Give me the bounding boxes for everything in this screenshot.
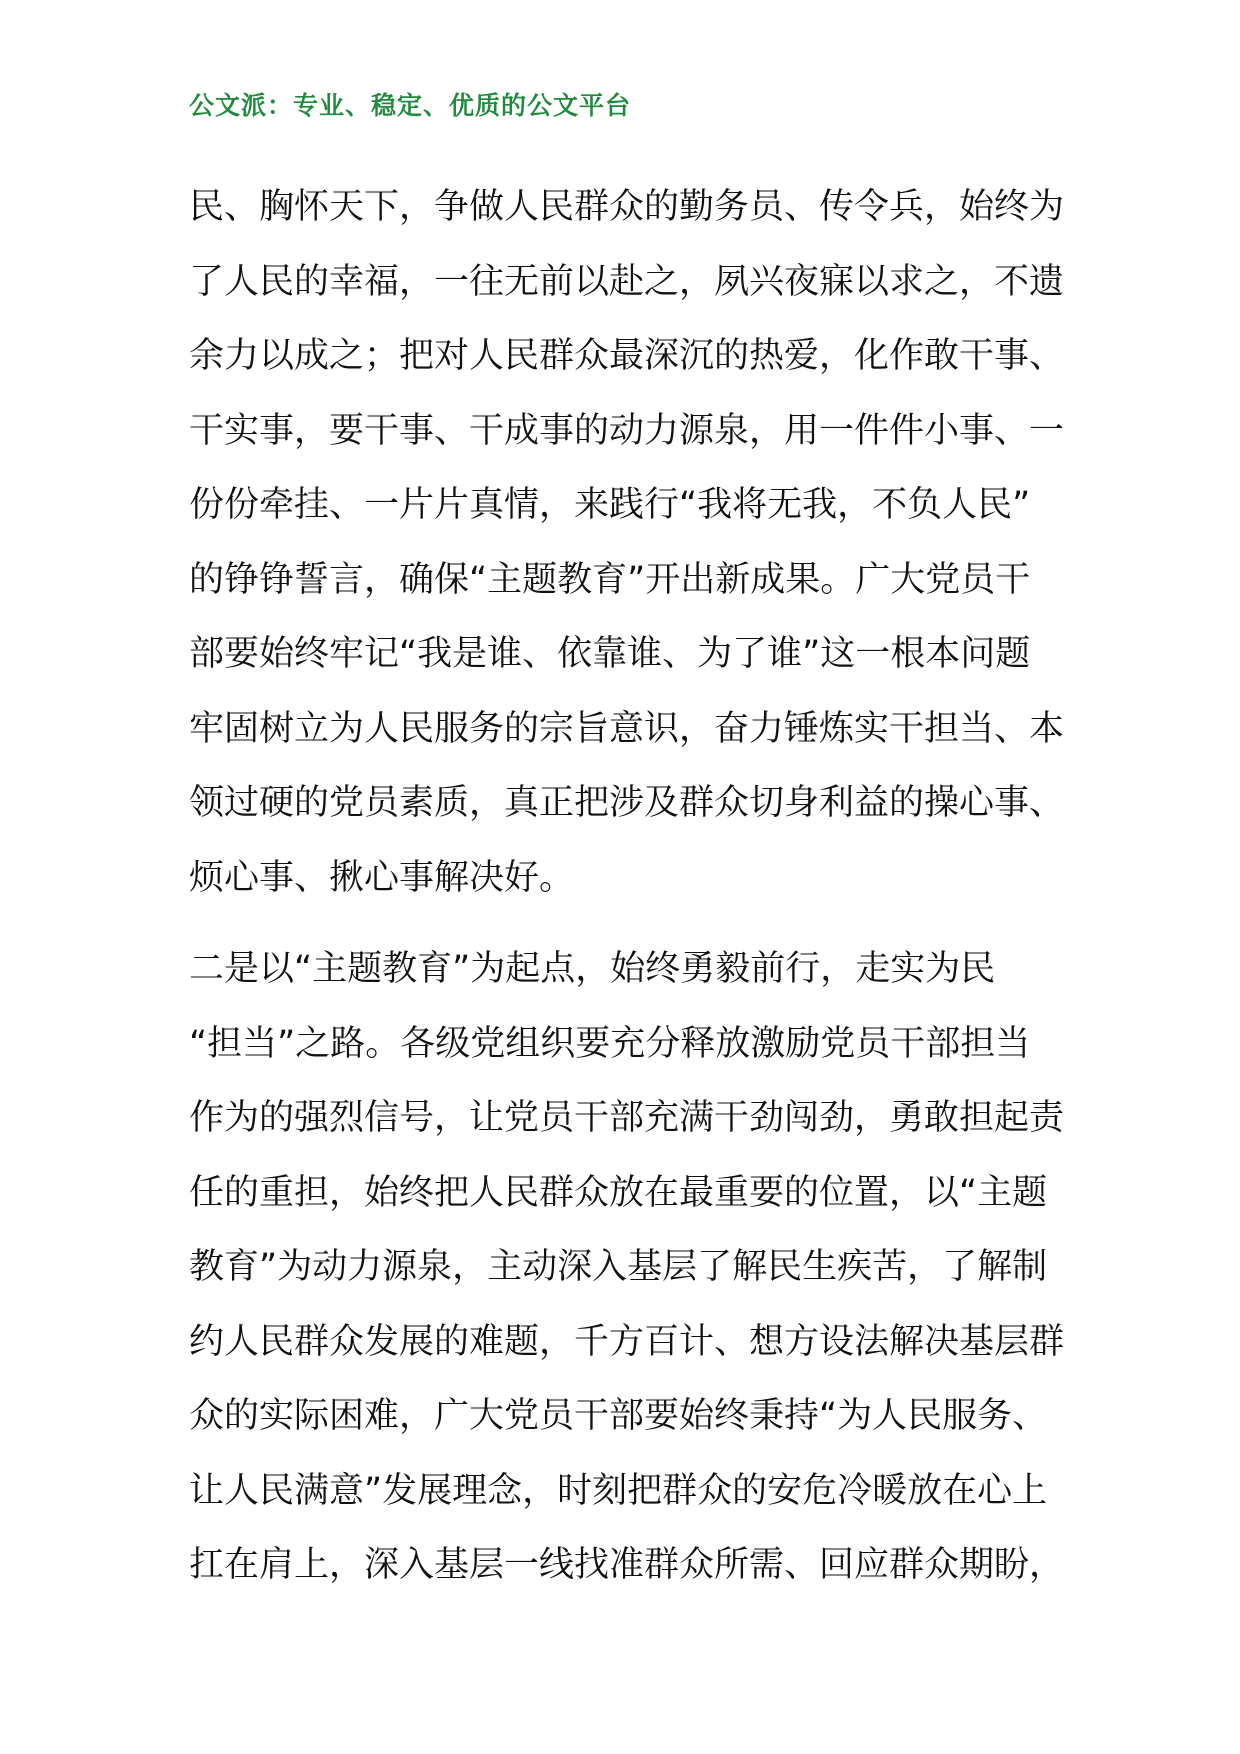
text-line: 作为的强烈信号，让党员干部充满干劲闯劲，勇敢担起责 — [189, 1098, 1065, 1138]
text-line: 烦心事、揪心事解决好。 — [189, 857, 575, 898]
text-line: 领过硬的党员素质，真正把涉及群众切身利益的操心事、 — [189, 783, 1065, 823]
text-line: 让人民满意”发展理念，时刻把群众的安危冷暖放在心上 — [189, 1470, 1048, 1511]
text-line: 牢固树立为人民服务的宗旨意识，奋力锤炼实干担当、本 — [189, 708, 1065, 749]
text-line: “担当”之路。各级党组织要充分释放激励党员干部担当 — [189, 1023, 1031, 1064]
text-line: 教育”为动力源泉，主动深入基层了解民生疾苦，了解制 — [189, 1247, 1048, 1287]
text-line: 了人民的幸福，一往无前以赴之，夙兴夜寐以求之，不遗 — [189, 261, 1065, 302]
paragraph — [189, 932, 1069, 1603]
text-line: 任的重担，始终把人民群众放在最重要的位置，以“主题 — [189, 1172, 1048, 1213]
text-line: 众的实际困难，广大党员干部要始终秉持“为人民服务、 — [189, 1396, 1048, 1436]
text-line: 的铮铮誓言，确保“主题教育”开出新成果。广大党员干 — [189, 559, 1031, 600]
text-line: 余力以成之；把对人民群众最深沉的热爱，化作敢干事、 — [189, 336, 1065, 376]
text-line: 民、胸怀天下，争做人民群众的勤务员、传令兵，始终为 — [189, 187, 1065, 227]
text-line: 部要始终牢记“我是谁、依靠谁、为了谁”这一根本问题 — [189, 634, 1031, 674]
text-line: 干实事，要干事、干成事的动力源泉，用一件件小事、一 — [189, 410, 1065, 451]
page-header: 公文派：专业、稳定、优质的公文平台 — [189, 91, 632, 120]
text-line: 二是以“主题教育”为起点，始终勇毅前行，走实为民 — [189, 949, 996, 989]
document-body — [189, 170, 1069, 1603]
text-line: 约人民群众发展的难题，千方百计、想方设法解决基层群 — [189, 1321, 1065, 1362]
text-line: 份份牵挂、一片片真情，来践行“我将无我，不负人民” — [189, 485, 1031, 525]
paragraph — [189, 170, 1069, 915]
text-line: 扛在肩上，深入基层一线找准群众所需、回应群众期盼， — [189, 1545, 1065, 1585]
